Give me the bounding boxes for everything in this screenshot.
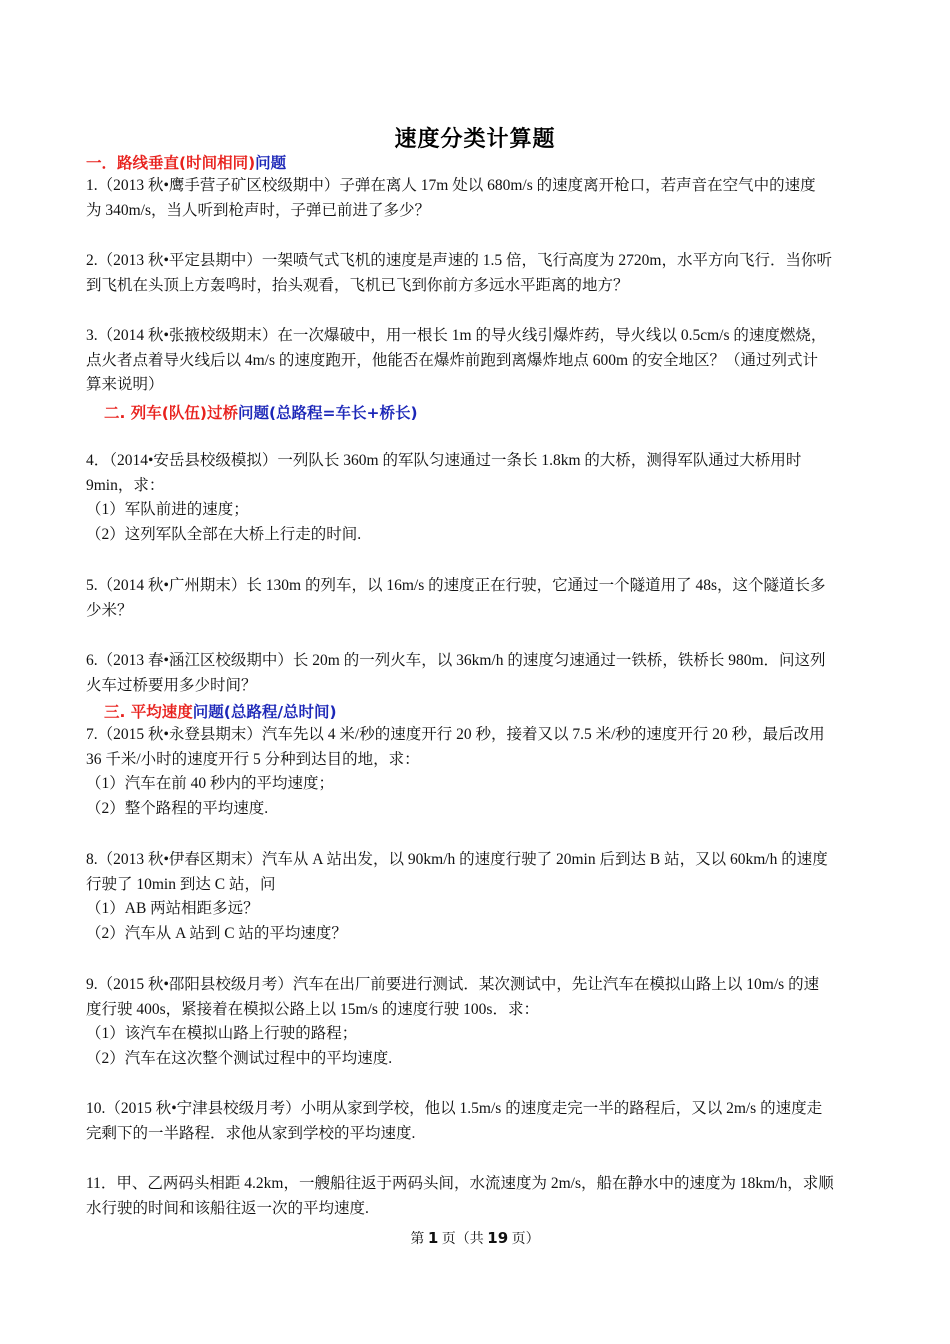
question-11 <box>86 1172 866 1221</box>
section-heading-1-red: 一．路线垂直(时间相同) <box>86 154 256 172</box>
question-line: 少米？ <box>86 601 133 619</box>
question-line: （2）整个路程的平均速度. <box>86 799 269 817</box>
page-footer <box>0 1228 950 1248</box>
question-line: 6.（2013 春•涵江区校级期中）长 20m 的一列火车，以 36km/h 的速度匀速通过一铁桥，铁桥长 980m．问这列 <box>86 652 826 669</box>
question-line: （2）这列军队全部在大桥上行走的时间. <box>86 525 362 543</box>
question-line: 度行驶 400s，紧接着在模拟公路上以 15m/s 的速度行驶 100s．求： <box>86 1000 539 1018</box>
section-heading-3-red: 三. 平均速度 <box>104 703 193 721</box>
question-5 <box>86 574 866 623</box>
question-line: 11．甲、乙两码头相距 4.2km，一艘船往返于两码头间，水流速度为 2m/s，船在静水中的速度为 18km/h，求顺 <box>86 1175 834 1192</box>
question-line: 8.（2013 秋•伊春区期末）汽车从 A 站出发，以 90km/h 的速度行驶了 20min 后到达 B 站，又以 60km/h 的速度 <box>86 851 828 868</box>
question-line: 水行驶的时间和该船往返一次的平均速度. <box>86 1199 369 1217</box>
footer-mid: 页（共 <box>441 1232 484 1247</box>
footer-page-number: 1 <box>427 1229 439 1247</box>
question-line: 36 千米/小时的速度开行 5 分种到达目的地，求： <box>86 750 420 768</box>
section-heading-2-red: 二. 列车(队伍)过桥 <box>104 404 238 422</box>
section-heading-1 <box>86 151 286 173</box>
question-line: （1）该汽车在模拟山路上行驶的路程； <box>86 1025 358 1042</box>
section-heading-2-blue: 问题(总路程=车长+桥长) <box>237 404 418 422</box>
question-line: 点火者点着导火线后以 4m/s 的速度跑开，他能否在爆炸前跑到离爆炸地点 600m 的安全地区？（通过列式计 <box>86 351 818 369</box>
question-10 <box>86 1097 866 1146</box>
question-line: （1）AB 两站相距多远？ <box>86 900 259 917</box>
question-line: 10.（2015 秋•宁津县校级月考）小明从家到学校，他以 1.5m/s 的速度走完一半的路程后，又以 2m/s 的速度走 <box>86 1100 823 1117</box>
question-8 <box>86 848 866 946</box>
question-line: 4．（2014•安岳县校级模拟）一列队长 360m 的军队匀速通过一条长 1.8km 的大桥，测得军队通过大桥用时 <box>86 452 802 469</box>
question-1 <box>86 174 866 223</box>
question-9 <box>86 973 866 1071</box>
section-heading-3 <box>104 700 337 722</box>
question-line: （2）汽车从 A 站到 C 站的平均速度？ <box>86 924 347 942</box>
question-line: 火车过桥要用多少时间？ <box>86 676 257 694</box>
question-line: 1.（2013 秋•鹰手营子矿区校级期中）子弹在离人 17m 处以 680m/s 的速度离开枪口，若声音在空气中的速度 <box>86 177 816 194</box>
question-line: （1）军队前进的速度； <box>86 501 249 518</box>
question-line: 算来说明） <box>86 376 164 393</box>
section-heading-2 <box>104 401 418 423</box>
question-2 <box>86 249 866 298</box>
section-heading-3-blue: 问题(总路程/总时间) <box>192 703 337 721</box>
question-line: （1）汽车在前 40 秒内的平均速度； <box>86 775 335 792</box>
question-4 <box>86 449 866 547</box>
question-line: 2.（2013 秋•平定县期中）一架喷气式飞机的速度是声速的 1.5 倍，飞行高度为 2720m，水平方向飞行．当你听 <box>86 252 832 269</box>
question-line: 5.（2014 秋•广州期末）长 130m 的列车，以 16m/s 的速度正在行驶，它通过一个隧道用了 48s，这个隧道长多 <box>86 577 826 594</box>
question-line: 9min，求： <box>86 476 165 494</box>
section-heading-1-blue: 问题 <box>255 154 287 172</box>
footer-total-pages: 19 <box>487 1229 509 1247</box>
question-line: 3.（2014 秋•张掖校级期末）在一次爆破中，用一根长 1m 的导火线引爆炸药，导火线以 0.5cm/s 的速度燃烧， <box>86 327 827 344</box>
question-line: （2）汽车在这次整个测试过程中的平均速度. <box>86 1049 393 1067</box>
question-line: 完剩下的一半路程．求他从家到学校的平均速度. <box>86 1124 416 1142</box>
question-7 <box>86 723 866 821</box>
page-title: 速度分类计算题 <box>394 127 556 152</box>
footer-prefix: 第 <box>410 1232 425 1247</box>
question-line: 到飞机在头顶上方轰鸣时，抬头观看，飞机已飞到你前方多远水平距离的地方？ <box>86 276 629 294</box>
question-line: 行驶了 10min 到达 C 站，问 <box>86 875 276 893</box>
question-line: 为 340m/s，当人听到枪声时，子弹已前进了多少？ <box>86 201 431 219</box>
question-line: 7.（2015 秋•永登县期末）汽车先以 4 米/秒的速度开行 20 秒，接着又以 7.5 米/秒的速度开行 20 秒，最后改用 <box>86 726 825 743</box>
footer-suffix: 页） <box>511 1232 540 1247</box>
question-6 <box>86 649 866 698</box>
question-3 <box>86 324 866 398</box>
question-line: 9.（2015 秋•邵阳县校级月考）汽车在出厂前要进行测试．某次测试中，先让汽车在模拟山路上以 10m/s 的速 <box>86 976 820 993</box>
